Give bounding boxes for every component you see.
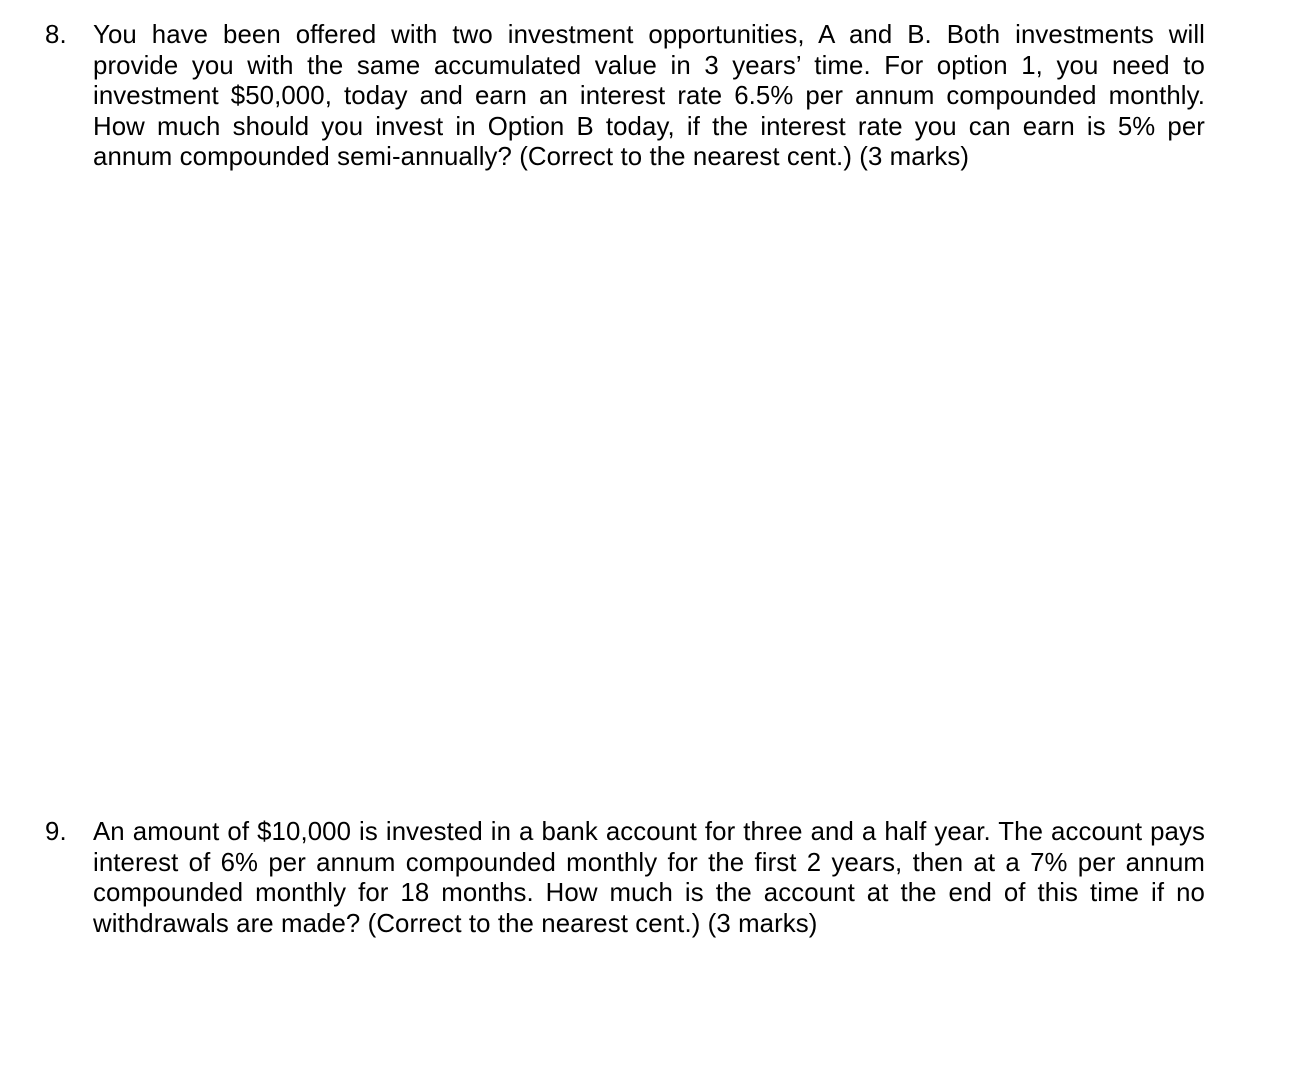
question-8-text bbox=[93, 20, 1205, 173]
text-line: How much should you invest in Option B today, if the interest rate you can earn is 5% per bbox=[93, 112, 1205, 141]
question-9 bbox=[45, 817, 1205, 939]
question-9-text bbox=[93, 817, 1205, 939]
text-line: compounded monthly for 18 months. How much is the account at the end of this time if no bbox=[93, 879, 1205, 907]
question-9-number: 9. bbox=[45, 818, 67, 846]
text-line: investment $50,000, today and earn an interest rate 6.5% per annum compounded monthly. bbox=[93, 82, 1205, 110]
text-line: An amount of $10,000 is invested in a bank account for three and a half year. The account pays bbox=[93, 818, 1205, 846]
text-line: provide you with the same accumulated value in 3 years’ time. For option 1, you need to bbox=[93, 51, 1205, 80]
text-line: You have been offered with two investment opportunities, A and B. Both investments will bbox=[93, 21, 1205, 49]
question-8 bbox=[45, 20, 1205, 173]
question-8-number: 8. bbox=[45, 21, 67, 49]
text-line: annum compounded semi-annually? (Correct to the nearest cent.) (3 marks) bbox=[93, 143, 970, 171]
text-line: interest of 6% per annum compounded monthly for the first 2 years, then at a 7% per annum bbox=[93, 848, 1205, 877]
text-line: withdrawals are made? (Correct to the nearest cent.) (3 marks) bbox=[93, 909, 818, 938]
